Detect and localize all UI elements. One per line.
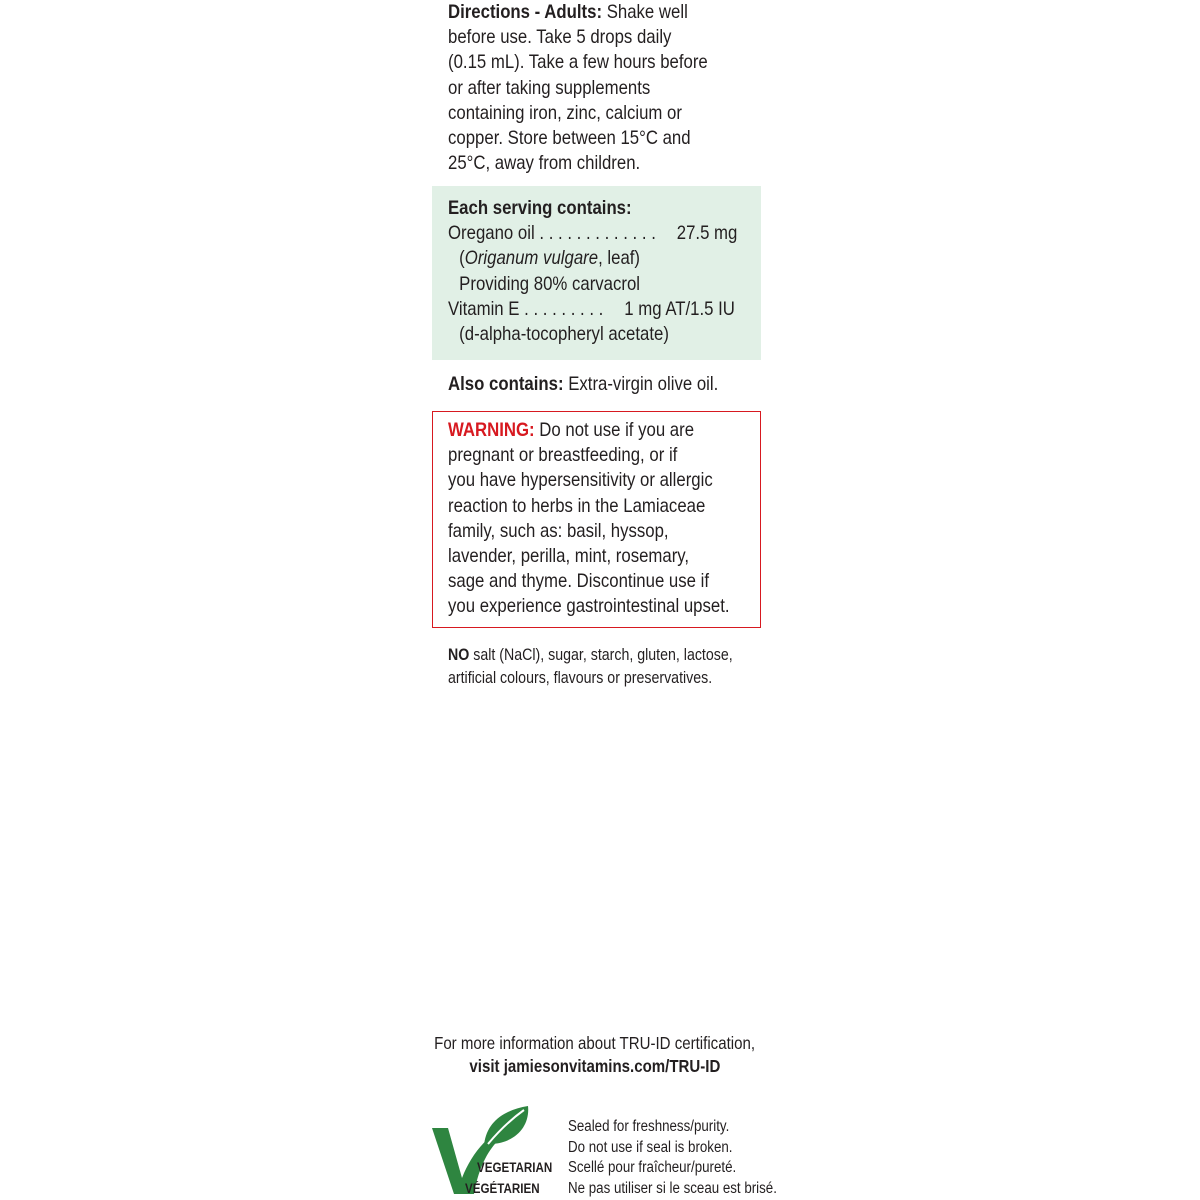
- truid-url[interactable]: visit jamiesonvitamins.com/TRU-ID: [469, 1055, 721, 1076]
- serving-heading: Each serving contains:: [448, 197, 632, 219]
- warning-line-1: [448, 418, 730, 443]
- oregano-source-part: , leaf): [598, 247, 641, 270]
- oregano-leader-dots: . . . . . . . . . . . . .: [534, 222, 656, 245]
- vitamin-e-note: (d-alpha-tocopheryl acetate): [459, 323, 669, 346]
- seal-notice-line: Sealed for freshness/purity.: [568, 1118, 730, 1135]
- directions-line: 25°C, away from children.: [448, 152, 641, 175]
- warning-line: lavender, perilla, mint, rosemary,: [448, 545, 690, 568]
- warning-section: [448, 418, 730, 620]
- also-contains: [448, 372, 718, 397]
- vitamin-e-amount: 1 mg AT/1.5 IU: [624, 297, 735, 320]
- oregano-note: Providing 80% carvacrol: [459, 272, 641, 295]
- free-from-line-1: [448, 644, 733, 667]
- directions-line: before use. Take 5 drops daily: [448, 26, 672, 49]
- truid-line-1: [0, 1032, 1190, 1055]
- directions-line: (0.15 mL). Take a few hours before: [448, 51, 708, 74]
- directions-line: or after taking supplements: [448, 76, 651, 99]
- free-from-list: [448, 644, 733, 689]
- seal-notice-line: Do not use if seal is broken.: [568, 1138, 733, 1156]
- truid-text: For more information about TRU-ID certification,: [434, 1033, 756, 1053]
- directions-text: Shake well: [602, 1, 688, 23]
- warning-line: reaction to herbs in the Lamiaceae: [448, 494, 706, 517]
- directions-line: copper. Store between 15°C and: [448, 127, 691, 150]
- directions-label: Directions - Adults:: [448, 1, 603, 23]
- free-from-text: salt (NaCl), sugar, starch, gluten, lactose,: [469, 646, 733, 664]
- warning-line: you experience gastrointestinal upset.: [448, 595, 730, 618]
- vegetarian-label-en: VEGETARIAN: [477, 1160, 553, 1175]
- directions-line-1: [448, 0, 708, 25]
- serving-section: [448, 196, 738, 347]
- seal-notice: [568, 1117, 777, 1199]
- directions-line: containing iron, zinc, calcium or: [448, 101, 682, 124]
- warning-line: pregnant or breastfeeding, or if: [448, 444, 678, 467]
- also-contains-text: Extra-virgin olive oil.: [563, 373, 719, 395]
- free-from-line-2: artificial colours, flavours or preservatives.: [448, 668, 713, 687]
- vitamin-e-row: [448, 297, 735, 322]
- warning-line: family, such as: basil, hyssop,: [448, 519, 669, 542]
- warning-line: you have hypersensitivity or allergic: [448, 469, 713, 492]
- truid-line-2: [0, 1055, 1190, 1078]
- oregano-amount: 27.5 mg: [676, 222, 738, 245]
- oregano-source: [448, 246, 669, 271]
- truid-info: [0, 1032, 1190, 1078]
- oregano-name: Oregano oil: [448, 222, 535, 245]
- vitamin-e-name: Vitamin E: [448, 297, 520, 320]
- seal-notice-line: Ne pas utiliser si le sceau est brisé.: [568, 1179, 777, 1197]
- warning-line: sage and thyme. Discontinue use if: [448, 570, 710, 593]
- paren-open: (: [459, 247, 465, 270]
- warning-text: Do not use if you are: [534, 419, 695, 441]
- no-label: NO: [448, 646, 470, 664]
- seal-notice-line: Scellé pour fraîcheur/pureté.: [568, 1159, 737, 1177]
- vegetarian-label-fr: VÉGÉTARIEN: [465, 1181, 540, 1196]
- also-contains-label: Also contains:: [448, 373, 564, 395]
- oregano-row: [448, 221, 738, 246]
- vitamin-e-leader-dots: . . . . . . . . .: [519, 297, 604, 320]
- oregano-latin-name: Origanum vulgare: [464, 247, 599, 270]
- directions-section: [448, 0, 708, 176]
- warning-label: WARNING:: [448, 419, 535, 441]
